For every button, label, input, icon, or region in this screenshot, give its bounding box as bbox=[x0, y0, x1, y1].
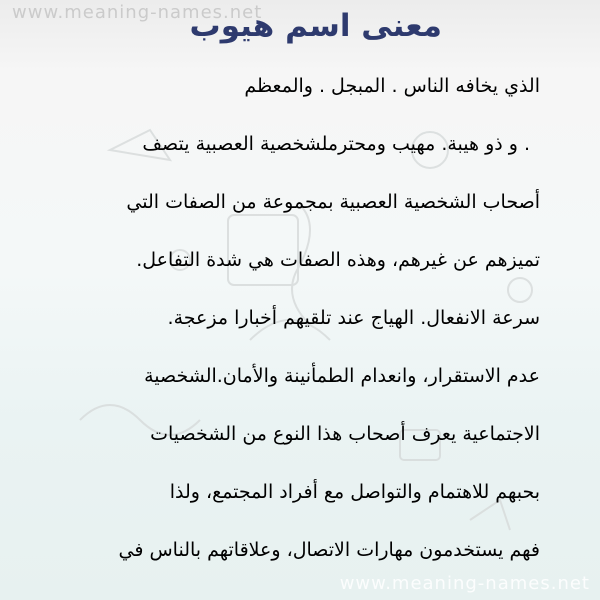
text-line: أصحاب الشخصية العصبية بمجموعة من الصفات التي bbox=[126, 191, 540, 213]
text-line: سرعة الانفعال. الهياج عند تلقيهم أخبارا مزعجة. bbox=[167, 307, 540, 329]
text-line: . و ذو هيبة. مهيب ومحترملشخصية العصبية يتصف bbox=[142, 133, 530, 155]
text-line: تميزهم عن غيرهم، وهذه الصفات هي شدة التفاعل. bbox=[136, 249, 540, 271]
watermark-bottom: www.meaning-names.net bbox=[339, 573, 590, 594]
text-line: عدم الاستقرار، وانعدام الطمأنينة والأمان.الشخصية bbox=[144, 365, 540, 387]
article-body bbox=[30, 64, 540, 586]
text-line: فهم يستخدمون مهارات الاتصال، وعلاقاتهم بالناس في bbox=[118, 539, 540, 561]
text-line: بحبهم للاهتمام والتواصل مع أفراد المجتمع، ولذا bbox=[169, 481, 540, 503]
text-line: الاجتماعية يعرف أصحاب هذا النوع من الشخصيات bbox=[150, 423, 540, 445]
text-line: الذي يخافه الناس . المبجل . والمعظم bbox=[244, 75, 540, 97]
watermark-top: www.meaning-names.net bbox=[12, 2, 263, 23]
page-title: معنى اسم هيوب bbox=[189, 8, 442, 44]
